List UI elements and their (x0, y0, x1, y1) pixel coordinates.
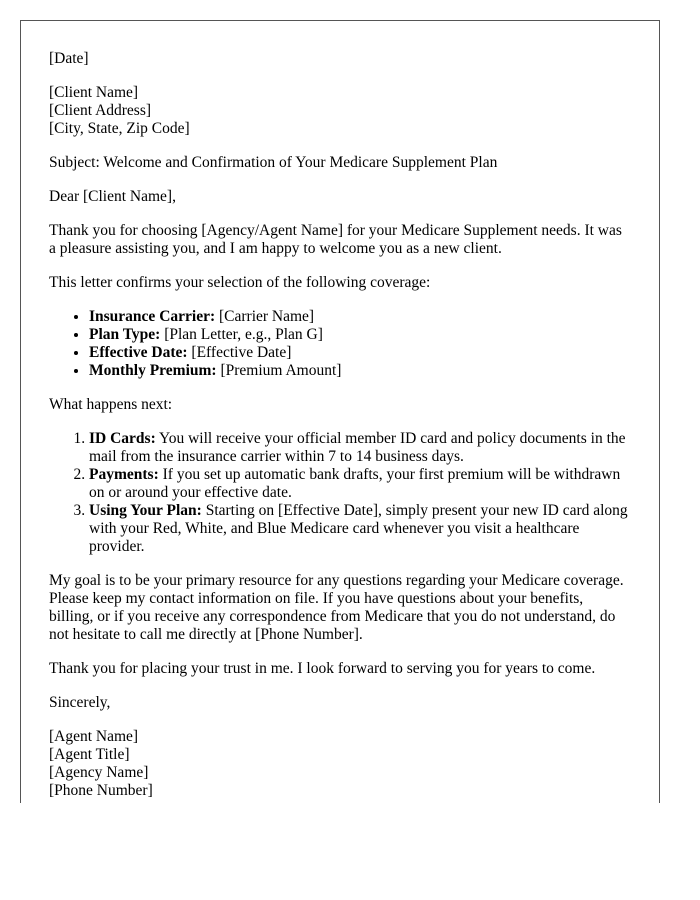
coverage-item-premium (89, 362, 629, 380)
recipient-name: [Client Name] (49, 84, 139, 101)
letter-closing: Sincerely, (49, 694, 111, 711)
coverage-label: Effective Date: (89, 344, 188, 361)
recipient-block (49, 84, 629, 138)
next-steps-list (49, 430, 629, 556)
intro-paragraph: Thank you for choosing [Agency/Agent Name] for your Medicare Supplement needs. It was a pleasure assisting you, and I am happy to welcome you as a new client. (49, 222, 622, 257)
letter-salutation: Dear [Client Name], (49, 188, 176, 205)
next-step-payments (89, 466, 629, 502)
confirm-line: This letter confirms your selection of the following coverage: (49, 274, 431, 291)
step-label: ID Cards: (89, 430, 156, 447)
signature-agent-name: [Agent Name] (49, 728, 139, 745)
coverage-item-effective-date (89, 344, 629, 362)
step-text: If you set up automatic bank drafts, your first premium will be withdrawn on or around your effective date. (89, 466, 621, 501)
letter-page (20, 20, 660, 803)
step-label: Using Your Plan: (89, 502, 202, 519)
recipient-address: [Client Address] (49, 102, 152, 119)
coverage-value: [Carrier Name] (215, 308, 315, 325)
coverage-item-plan-type (89, 326, 629, 344)
signature-phone: [Phone Number] (49, 782, 153, 799)
coverage-value: [Premium Amount] (216, 362, 342, 379)
coverage-label: Insurance Carrier: (89, 308, 216, 325)
coverage-item-carrier (89, 308, 629, 326)
next-steps-heading: What happens next: (49, 396, 173, 413)
coverage-label: Plan Type: (89, 326, 161, 343)
step-text: You will receive your official member ID card and policy documents in the mail from the insurance carrier within 7 to 14 business days. (89, 430, 626, 465)
next-step-id-cards (89, 430, 629, 466)
recipient-city-state-zip: [City, State, Zip Code] (49, 120, 190, 137)
step-text: Starting on [Effective Date], simply present your new ID card along with your Red, White, and Blue Medicare card whenever you visit a healthcare provider. (89, 502, 628, 555)
coverage-list (49, 308, 629, 380)
signature-block (49, 728, 629, 800)
thanks-paragraph: Thank you for placing your trust in me. I look forward to serving you for years to come. (49, 660, 596, 677)
signature-agency-name: [Agency Name] (49, 764, 149, 781)
signature-agent-title: [Agent Title] (49, 746, 130, 763)
letter-body (49, 50, 629, 803)
coverage-label: Monthly Premium: (89, 362, 217, 379)
coverage-value: [Effective Date] (187, 344, 292, 361)
letter-subject: Subject: Welcome and Confirmation of Your Medicare Supplement Plan (49, 154, 498, 171)
letter-date: [Date] (49, 50, 89, 67)
next-step-using-plan (89, 502, 629, 556)
goal-paragraph: My goal is to be your primary resource for any questions regarding your Medicare coverage. Please keep my contact information on file. If you have questions about your benefits, billing, or if you receive any correspondence from Medicare that you do not understand, do not hesitate to call me directly at [Phone Number]. (49, 572, 624, 643)
step-label: Payments: (89, 466, 159, 483)
coverage-value: [Plan Letter, e.g., Plan G] (160, 326, 323, 343)
